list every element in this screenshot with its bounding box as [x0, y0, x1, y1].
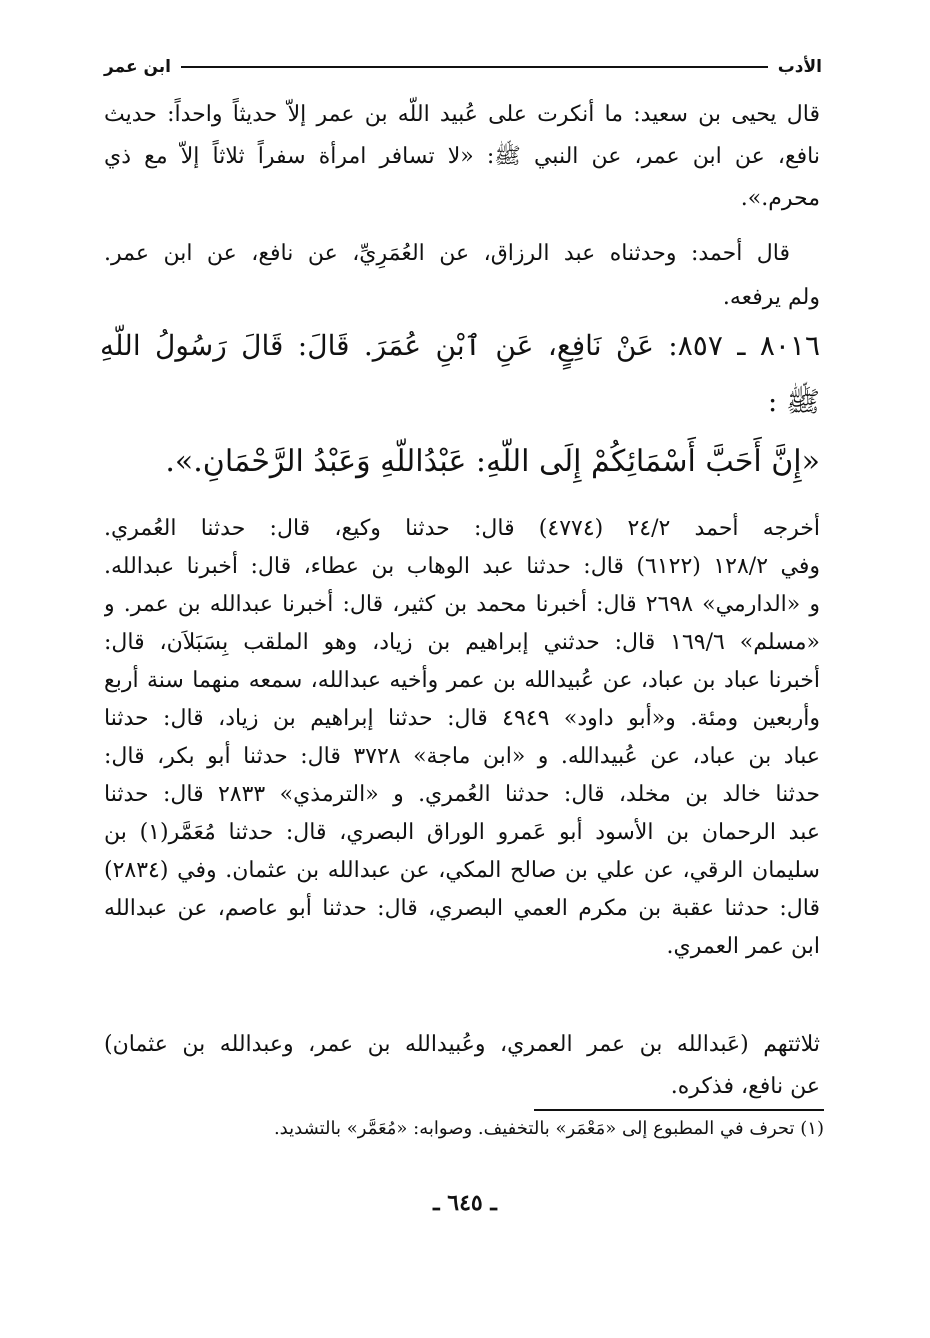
page-number: ـ ٦٤٥ ـ	[433, 1190, 497, 1216]
running-header	[104, 52, 822, 82]
text-line: محرم.».	[740, 186, 820, 211]
summary-paragraph	[104, 1024, 820, 1108]
takhrij-paragraph	[104, 510, 820, 966]
text-line: وفي ١٢٨/٢ (٦١٢٢) قال: حدثنا عبد الوهاب بن عطاء، قال: أخبرنا عبدالله.	[104, 554, 820, 579]
header-chapter: الأدب	[777, 57, 822, 77]
ahmad-note-continuation	[104, 276, 820, 320]
hadith-matn: «إِنَّ أَحَبَّ أَسْمَائِكُمْ إِلَى اللّهِ: عَبْدُاللّهِ وَعَبْدُ الرَّحْمَانِ.».	[165, 444, 820, 479]
text-line: و «الدارمي» ٢٦٩٨ قال: أخبرنا محمد بن كثير، قال: أخبرنا عبدالله بن عمر. و	[104, 592, 820, 617]
text-line: عبد الرحمان بن الأسود أبو عَمرو الوراق البصري، قال: حدثنا مُعَمَّر(١) بن	[104, 820, 820, 845]
text-line: سليمان الرقي، عن علي بن صالح المكي، عن عبدالله بن عثمان. وفي (٢٨٣٤)	[104, 858, 820, 883]
hadith-number-and-isnad: ٨٠١٦ ـ ٨٥٧: عَنْ نَافِعٍ، عَنِ ٱبْنِ عُمَرَ. قَالَ: قَالَ رَسُولُ اللّهِ	[100, 329, 820, 362]
text-line: عباد بن عباد، عن عُبيدالله. و «ابن ماجة» ٣٧٢٨ قال: حدثنا أبو بكر، قال:	[104, 744, 820, 769]
footnote: (١) تحرف في المطبوع إلى «مَعْمَر» بالتخفيف. وصوابه: «مُعَمَّر» بالتشديد.	[273, 1118, 824, 1139]
hadith-heading	[100, 318, 820, 430]
text-line: حدثنا خالد بن مخلد، قال: حدثنا العُمري. و «الترمذي» ٢٨٣٣ قال: حدثنا	[104, 782, 820, 807]
text-line: عن نافع، فذكره.	[670, 1074, 820, 1099]
text-line: قال أحمد: وحدثناه عبد الرزاق، عن العُمَرِيِّ، عن نافع، عن ابن عمر.	[104, 241, 790, 266]
header-rule	[181, 66, 768, 68]
text-line: وأربعين ومئة. و«أبو داود» ٤٩٤٩ قال: حدثنا إبراهيم بن زياد، قال: حدثنا	[104, 706, 820, 731]
text-line: أخبرنا عباد بن عباد، عن عُبيدالله بن عمر وأخيه عبدالله، سمعه منهما سنة أربع	[104, 668, 820, 693]
text-line: ثلاثتهم (عَبدالله بن عمر العمري، وعُبيدالله بن عمر، وعبدالله بن عثمان)	[104, 1032, 820, 1057]
header-narrator: ابن عمر	[104, 57, 172, 77]
text-line: ولم يرفعه.	[722, 285, 820, 310]
ahmad-note-paragraph	[104, 232, 790, 276]
hadith-honorific: ﷺ :	[767, 385, 820, 418]
text-line: أخرجه أحمد ٢٤/٢ (٤٧٧٤) قال: حدثنا وكيع، قال: حدثنا العُمري.	[104, 516, 820, 541]
text-line: قال يحيى بن سعيد: ما أنكرت على عُبيد اللّه بن عمر إلاّ حديثاً واحداً: حديث	[104, 102, 820, 127]
text-line: ابن عمر العمري.	[666, 934, 820, 959]
intro-paragraph	[104, 94, 820, 220]
text-line: قال: حدثنا عقبة بن مكرم العمي البصري، قال: حدثنا أبو عاصم، عن عبدالله	[104, 896, 820, 921]
text-line: نافع، عن ابن عمر، عن النبي ﷺ: «لا تسافر امرأة سفراً ثلاثاً إلاّ مع ذي	[104, 144, 820, 169]
footnote-separator	[534, 1109, 824, 1111]
text-line: «مسلم» ١٦٩/٦ قال: حدثني إبراهيم بن زياد، وهو الملقب بِسَبَلاَن، قال:	[104, 630, 820, 655]
